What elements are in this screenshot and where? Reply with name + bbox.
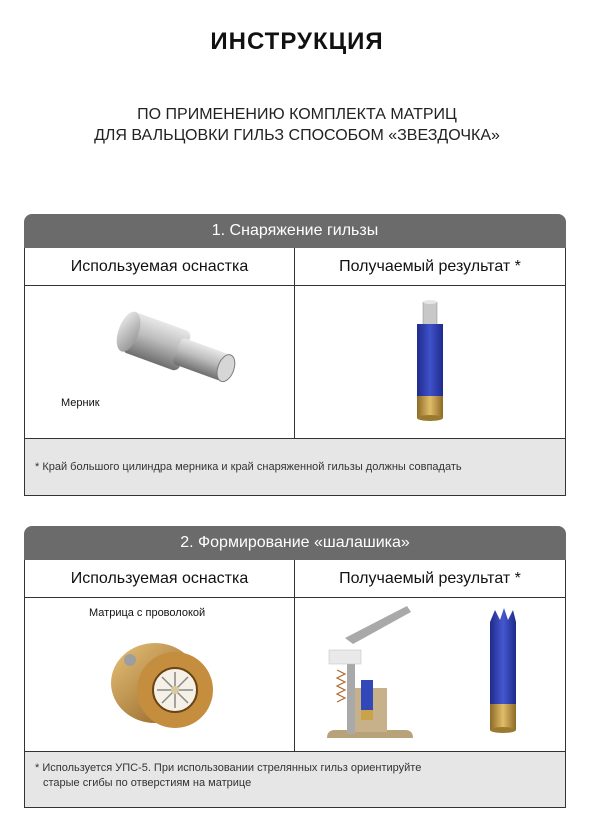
- section-2-tool-cell: [25, 598, 295, 751]
- tool-caption: Матрица с проволокой: [89, 607, 206, 619]
- section-1-note: * Край большого цилиндра мерника и край снаряженной гильзы должны совпадать: [25, 438, 565, 495]
- page-subtitle: [0, 104, 594, 146]
- subtitle-line-2: ДЛЯ ВАЛЬЦОВКИ ГИЛЬЗ СПОСОБОМ «ЗВЕЗДОЧКА»: [94, 127, 500, 144]
- page-title: ИНСТРУКЦИЯ: [210, 28, 384, 55]
- crimp-die-image: [25, 598, 295, 751]
- section-1-col-tool: Используемая оснастка: [25, 248, 295, 286]
- section-2-col-tool: Используемая оснастка: [25, 560, 295, 598]
- section-1-tool-cell: [25, 286, 295, 438]
- section-2-col-result: Получаемый результат *: [295, 560, 565, 598]
- section-2: [24, 526, 566, 808]
- section-1-result-cell: [295, 286, 565, 438]
- crimped-shell-image: [473, 604, 533, 744]
- section-2-result-cell: [295, 598, 565, 751]
- section-1: [24, 214, 566, 496]
- section-1-col-result: Получаемый результат *: [295, 248, 565, 286]
- section-1-table: [24, 248, 566, 496]
- section-1-header: 1. Снаряжение гильзы: [24, 214, 566, 248]
- section-2-table: [24, 560, 566, 808]
- loaded-shell-image: [295, 286, 565, 438]
- tool-caption: Мерник: [61, 397, 100, 409]
- measure-cylinder-image: [25, 286, 295, 438]
- subtitle-line-1: ПО ПРИМЕНЕНИЮ КОМПЛЕКТА МАТРИЦ: [137, 106, 457, 123]
- section-2-note: * Используется УПС-5. При использовании стрелянных гильз ориентируйте старые сгибы по отверстиям на матрице: [25, 751, 565, 807]
- section-2-header: 2. Формирование «шалашика»: [24, 526, 566, 560]
